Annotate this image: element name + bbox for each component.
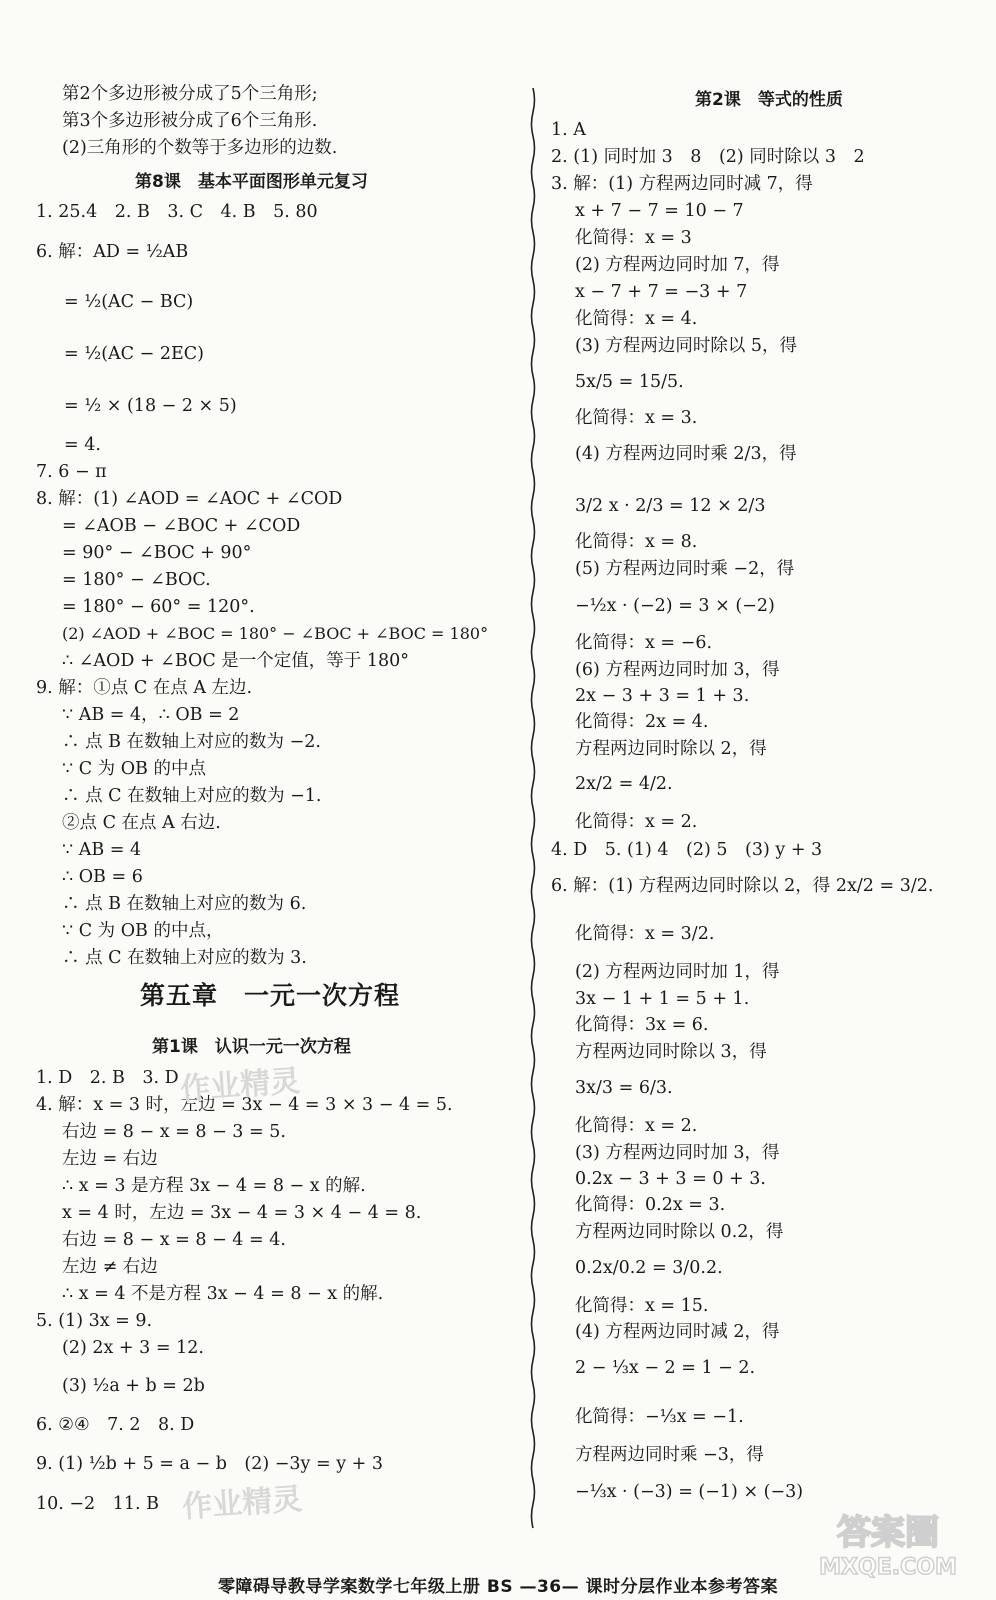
text-line: ②点 C 在点 A 右边. bbox=[62, 813, 221, 833]
text-line: 化简得：−⅓x = −1. bbox=[575, 1407, 744, 1427]
text-line: 化简得：x = 15. bbox=[575, 1296, 709, 1316]
text-line: 8. 解：(1) ∠AOD = ∠AOC + ∠COD bbox=[36, 489, 343, 509]
text-line: = ½ × (18 − 2 × 5) bbox=[64, 396, 237, 416]
text-line: 化简得：0.2x = 3. bbox=[575, 1195, 726, 1215]
text-line: 6. ②④ 7. 2 8. D bbox=[36, 1415, 195, 1435]
section-heading: 第8课 基本平面图形单元复习 bbox=[135, 172, 368, 192]
text-line: = 180° − ∠BOC. bbox=[62, 570, 211, 590]
text-line: (4) 方程两边同时减 2，得 bbox=[575, 1322, 780, 1342]
text-line: 1. D 2. B 3. D bbox=[36, 1068, 179, 1088]
text-line: 2. (1) 同时加 3 8 (2) 同时除以 3 2 bbox=[551, 147, 865, 167]
text-line: 3/2 x · 2/3 = 12 × 2/3 bbox=[575, 496, 766, 516]
text-line: = 180° − 60° = 120°. bbox=[62, 597, 255, 617]
text-line: ∴ x = 4 不是方程 3x − 4 = 8 − x 的解. bbox=[62, 1284, 384, 1304]
text-line: 6. 解：(1) 方程两边同时除以 2，得 2x/2 = 3/2. bbox=[551, 876, 934, 896]
text-line: 3x − 1 + 1 = 5 + 1. bbox=[575, 989, 750, 1009]
text-line: −⅓x · (−3) = (−1) × (−3) bbox=[575, 1482, 804, 1502]
text-line: 3x/3 = 6/3. bbox=[575, 1078, 673, 1098]
text-line: (2) 方程两边同时加 1，得 bbox=[575, 962, 780, 982]
text-line: x − 7 + 7 = −3 + 7 bbox=[575, 282, 748, 302]
text-line: ∴ x = 3 是方程 3x − 4 = 8 − x 的解. bbox=[62, 1176, 366, 1196]
text-line: ∴ 点 B 在数轴上对应的数为 −2. bbox=[62, 732, 321, 752]
text-line: 右边 = 8 − x = 8 − 4 = 4. bbox=[62, 1230, 286, 1250]
text-line: (3) ½a + b = 2b bbox=[62, 1376, 205, 1396]
text-line: ∴ 点 C 在数轴上对应的数为 −1. bbox=[62, 786, 322, 806]
text-line: 化简得：x = 8. bbox=[575, 532, 698, 552]
text-line: 0.2x/0.2 = 3/0.2. bbox=[575, 1258, 723, 1278]
text-line: (2) 方程两边同时加 7，得 bbox=[575, 255, 780, 275]
text-line: = 90° − ∠BOC + 90° bbox=[62, 543, 252, 563]
text-line: (3) 方程两边同时除以 5，得 bbox=[575, 336, 798, 356]
text-line: 化简得：x = 2. bbox=[575, 1116, 698, 1136]
chapter-title: 第五章 一元一次方程 bbox=[140, 981, 401, 1010]
text-line: 9. 解：①点 C 在点 A 左边. bbox=[36, 678, 253, 698]
text-line: 化简得：x = 3/2. bbox=[575, 924, 715, 944]
text-line: 4. 解：x = 3 时，左边 = 3x − 4 = 3 × 3 − 4 = 5. bbox=[36, 1095, 453, 1115]
text-line: 1. 25.4 2. B 3. C 4. B 5. 80 bbox=[36, 202, 318, 222]
text-line: (6) 方程两边同时加 3，得 bbox=[575, 660, 780, 680]
text-line: = ½(AC − 2EC) bbox=[64, 344, 204, 364]
text-line: 右边 = 8 − x = 8 − 3 = 5. bbox=[62, 1122, 286, 1142]
text-line: 方程两边同时乘 −3，得 bbox=[575, 1445, 764, 1465]
text-line: 化简得：3x = 6. bbox=[575, 1015, 709, 1035]
text-line: 2 − ⅓x − 2 = 1 − 2. bbox=[575, 1358, 756, 1378]
text-line: (2)三角形的个数等于多边形的边数. bbox=[62, 138, 338, 158]
logo-title: 答案圈 bbox=[837, 1513, 939, 1553]
section-heading: 第2课 等式的性质 bbox=[695, 90, 843, 110]
text-line: ∴ ∠AOD + ∠BOC 是一个定值，等于 180° bbox=[62, 651, 410, 671]
text-line: 化简得：2x = 4. bbox=[575, 712, 709, 732]
text-line: x = 4 时，左边 = 3x − 4 = 3 × 4 − 4 = 8. bbox=[62, 1203, 422, 1223]
logo-icon bbox=[798, 1504, 978, 1582]
text-line: 4. D 5. (1) 4 (2) 5 (3) y + 3 bbox=[551, 840, 823, 860]
text-line: = ½(AC − BC) bbox=[64, 292, 194, 312]
text-line: −½x · (−2) = 3 × (−2) bbox=[575, 596, 775, 616]
text-line: 9. (1) ½b + 5 = a − b (2) −3y = y + 3 bbox=[36, 1454, 384, 1474]
text-line: ∴ 点 B 在数轴上对应的数为 6. bbox=[62, 894, 307, 914]
text-line: 5x/5 = 15/5. bbox=[575, 372, 684, 392]
text-line: (4) 方程两边同时乘 2/3，得 bbox=[575, 444, 797, 464]
text-line: 左边 ≠ 右边 bbox=[62, 1257, 158, 1277]
text-line: ∵ AB = 4 bbox=[62, 840, 142, 860]
text-line: 方程两边同时除以 3，得 bbox=[575, 1042, 767, 1062]
text-line: ∴ 点 C 在数轴上对应的数为 3. bbox=[62, 948, 307, 968]
text-line: 方程两边同时除以 0.2，得 bbox=[575, 1222, 784, 1242]
text-line: (2) 2x + 3 = 12. bbox=[62, 1338, 204, 1358]
column-divider bbox=[530, 88, 536, 1536]
text-line: ∵ AB = 4，∴ OB = 2 bbox=[62, 705, 240, 725]
text-line: 第3个多边形被分成了6个三角形. bbox=[62, 111, 318, 131]
text-line: 0.2x − 3 + 3 = 0 + 3. bbox=[575, 1169, 766, 1189]
text-line: 方程两边同时除以 2，得 bbox=[575, 739, 767, 759]
text-line: (2) ∠AOD + ∠BOC = 180° − ∠BOC + ∠BOC = 180° bbox=[62, 624, 489, 643]
text-line: ∵ C 为 OB 的中点 bbox=[62, 759, 206, 779]
text-line: 5. (1) 3x = 9. bbox=[36, 1311, 153, 1331]
text-line: 化简得：x = 3 bbox=[575, 228, 692, 248]
watermark: 作业精灵 bbox=[181, 1481, 304, 1526]
section-heading: 第1课 认识一元一次方程 bbox=[152, 1037, 351, 1057]
watermark: 作业精灵 bbox=[179, 1063, 302, 1108]
text-line: ∴ OB = 6 bbox=[62, 867, 143, 887]
text-line: ∵ C 为 OB 的中点， bbox=[62, 921, 224, 941]
text-line: 左边 = 右边 bbox=[62, 1149, 158, 1169]
text-line: 化简得：x = 3. bbox=[575, 408, 698, 428]
text-line: 化简得：x = −6. bbox=[575, 633, 713, 653]
text-line: 1. A bbox=[551, 120, 586, 140]
logo-url: MXQE.COM bbox=[819, 1555, 957, 1580]
text-line: x + 7 − 7 = 10 − 7 bbox=[575, 201, 744, 221]
site-logo bbox=[798, 1504, 978, 1582]
text-line: = 4. bbox=[64, 435, 101, 455]
text-line: 2x − 3 + 3 = 1 + 3. bbox=[575, 686, 750, 706]
text-line: (5) 方程两边同时乘 −2，得 bbox=[575, 559, 795, 579]
text-line: = ∠AOB − ∠BOC + ∠COD bbox=[62, 516, 301, 536]
text-line: 化简得：x = 4. bbox=[575, 309, 698, 329]
text-line: 3. 解：(1) 方程两边同时减 7，得 bbox=[551, 174, 813, 194]
text-line: (3) 方程两边同时加 3，得 bbox=[575, 1143, 780, 1163]
text-line: 7. 6 − π bbox=[36, 462, 107, 482]
text-line: 化简得：x = 2. bbox=[575, 812, 698, 832]
text-line: 第2个多边形被分成了5个三角形; bbox=[62, 84, 318, 104]
text-line: 2x/2 = 4/2. bbox=[575, 774, 673, 794]
text-line: 10. −2 11. B bbox=[36, 1494, 159, 1514]
page-footer: 零障碍导教导学案数学七年级上册 BS —36— 课时分层作业本参考答案 bbox=[217, 1577, 779, 1597]
text-line: 6. 解：AD = ½AB bbox=[36, 242, 189, 262]
